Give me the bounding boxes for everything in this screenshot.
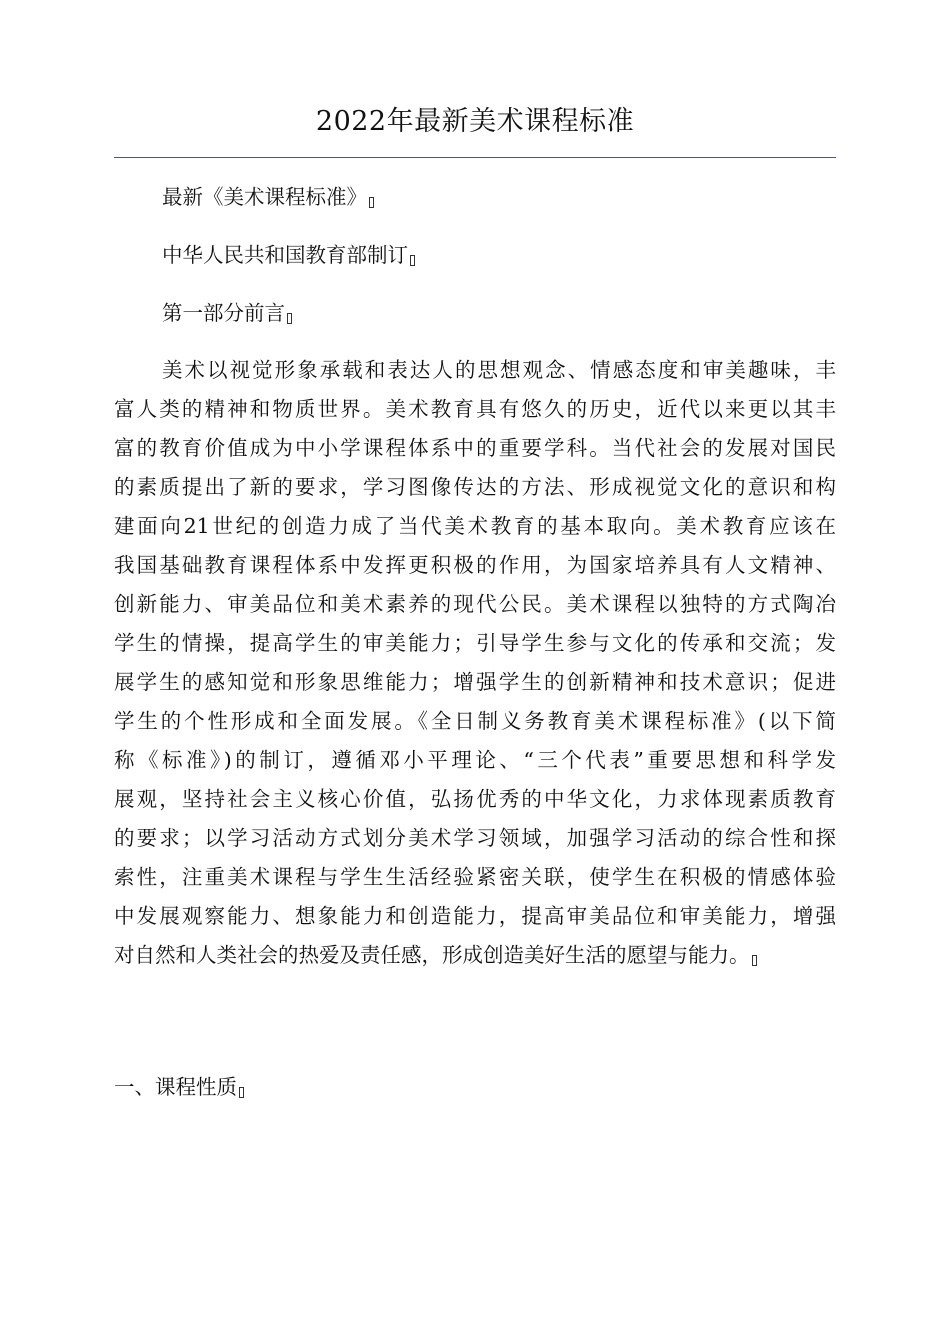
subtitle-line <box>162 182 374 212</box>
paragraph-mark-icon <box>369 197 374 208</box>
paragraph-line: 富的教育价值成为中小学课程体系中的重要学科。当代社会的发展对国民 <box>114 436 836 460</box>
paragraph-line: 展观，坚持社会主义核心价值，弘扬优秀的中华文化，力求体现素质教育 <box>114 787 836 811</box>
issuer-text: 中华人民共和国教育部制订 <box>162 243 408 267</box>
paragraph-line: 称《标准》)的制订，遵循邓小平理论、“三个代表”重要思想和科学发 <box>114 748 836 772</box>
title-divider <box>114 157 836 158</box>
paragraph-line: 展学生的感知觉和形象思维能力；增强学生的创新精神和技术意识；促进 <box>114 670 836 694</box>
section-heading-line <box>114 1072 244 1102</box>
paragraph-line: 中发展观察能力、想象能力和创造能力，提高审美品位和审美能力，增强 <box>114 904 836 928</box>
document-title: 2022年最新美术课程标准 <box>315 106 635 137</box>
paragraph-mark-icon <box>752 955 757 966</box>
paragraph-mark-icon <box>287 313 292 324</box>
paragraph-line: 索性，注重美术课程与学生生活经验紧密关联，使学生在积极的情感体验 <box>114 865 836 889</box>
paragraph-line: 学生的个性形成和全面发展。《全日制义务教育美术课程标准》(以下简 <box>114 709 836 733</box>
paragraph-line: 的素质提出了新的要求，学习图像传达的方法、形成视觉文化的意识和构 <box>114 475 836 499</box>
paragraph-line: 学生的情操，提高学生的审美能力；引导学生参与文化的传承和交流；发 <box>114 631 836 655</box>
paragraph-line: 建面向21世纪的创造力成了当代美术教育的基本取向。美术教育应该在 <box>114 514 836 538</box>
paragraph-line: 的要求；以学习活动方式划分美术学习领域，加强学习活动的综合性和探 <box>114 826 836 850</box>
part-heading-text: 第一部分前言 <box>162 301 285 325</box>
paragraph-line: 富人类的精神和物质世界。美术教育具有悠久的历史，近代以来更以其丰 <box>114 397 836 421</box>
paragraph-line-last <box>114 940 836 979</box>
part-heading-line <box>162 298 292 328</box>
paragraph-line: 美术以视觉形象承载和表达人的思想观念、情感态度和审美趣味，丰 <box>162 358 836 382</box>
subtitle-text: 最新《美术课程标准》 <box>162 185 367 209</box>
section-heading-text: 一、课程性质 <box>114 1075 237 1099</box>
issuer-line <box>162 240 415 270</box>
paragraph-line: 创新能力、审美品位和美术素养的现代公民。美术课程以独特的方式陶冶 <box>114 592 836 616</box>
paragraph-mark-icon <box>239 1087 244 1098</box>
paragraph-last-text: 对自然和人类社会的热爱及责任感，形成创造美好生活的愿望与能力。 <box>114 943 750 967</box>
paragraph-mark-icon <box>410 255 415 266</box>
paragraph-line: 我国基础教育课程体系中发挥更积极的作用，为国家培养具有人文精神、 <box>114 553 836 577</box>
preface-paragraph <box>114 355 836 979</box>
